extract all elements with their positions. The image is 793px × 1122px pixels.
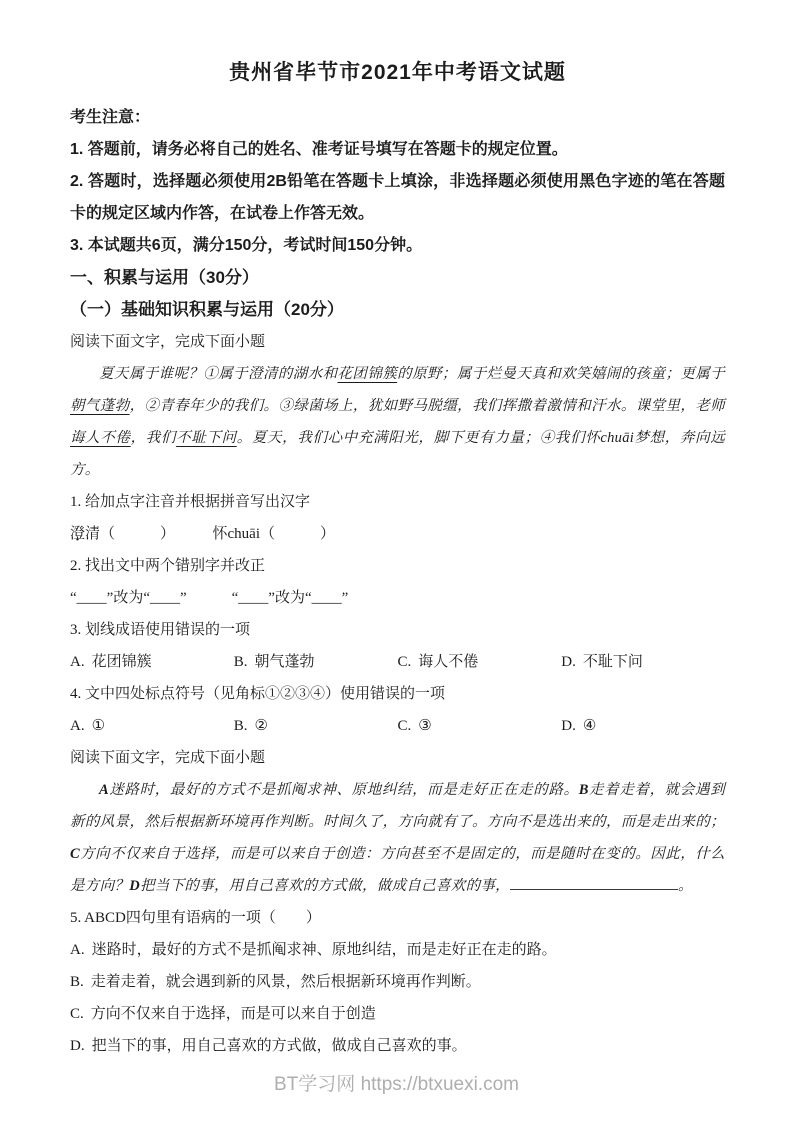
option-text: 把当下的事，用自己喜欢的方式做，做成自己喜欢的事。: [91, 1038, 467, 1054]
q1-stem: 1. 给加点字注音并根据拼音写出汉字: [70, 494, 311, 510]
footer-link[interactable]: BT学习网 https://btxuexi.com: [274, 1074, 519, 1095]
q5-option-b: [70, 966, 725, 998]
q5-option-c: [70, 998, 725, 1030]
q4-options: [70, 710, 725, 742]
option-text: 迷路时，最好的方式不是抓阄求神、原地纠结，而是走好正在走的路。: [91, 942, 557, 958]
option-text: ①: [91, 718, 106, 734]
option-label: C.: [70, 1006, 84, 1022]
option-text: ④: [582, 718, 597, 734]
notice-item-2: 2. 答题时，选择题必须使用2B铅笔在答题卡上填涂，非选择题必须使用黑色字迹的笔在答题卡的规定区域内作答，在试卷上作答无效。: [70, 173, 725, 222]
page-title: 贵州省毕节市2021年中考语文试题: [229, 61, 566, 84]
reading2-intro: 阅读下面文字，完成下面小题: [70, 750, 266, 766]
q4-option-a: [70, 710, 234, 742]
option-text: 方向不仅来自于选择，而是可以来自于创造: [90, 1006, 376, 1022]
option-text: 诲人不倦: [418, 654, 479, 670]
q1-answer-line: 澄 ·清（ ） 怀chuāi（ ）: [70, 518, 725, 550]
option-label: C.: [397, 654, 412, 670]
option-text: 朝气蓬勃: [254, 654, 315, 670]
q3-option-c: [398, 646, 562, 678]
notice-header: 考生注意：: [70, 109, 151, 126]
q3-option-b: [234, 646, 398, 678]
q4-stem: 4. 文中四处标点符号（见角标①②③④）使用错误的一项: [70, 686, 446, 702]
option-label: B.: [233, 718, 248, 734]
section-title: 一、积累与运用（30分）: [70, 268, 259, 287]
q4-option-d: [561, 710, 725, 742]
q4-option-c: [398, 710, 562, 742]
option-text: ③: [418, 718, 432, 734]
option-text: ②: [254, 718, 268, 734]
option-label: A.: [70, 654, 85, 670]
option-text: 走着走着，就会遇到新的风景，然后根据新环境再作判断。: [90, 974, 481, 990]
footer-watermark: [0, 1069, 793, 1096]
option-label: D.: [70, 1038, 85, 1054]
option-label: C.: [397, 718, 412, 734]
option-label: A.: [70, 718, 85, 734]
q2-answer-line: “____”改为“____” “____”改为“____”: [70, 590, 349, 606]
reading1-intro: 阅读下面文字，完成下面小题: [70, 334, 266, 350]
q3-option-d: [561, 646, 725, 678]
option-label: D.: [561, 718, 576, 734]
q4-option-b: [234, 710, 398, 742]
option-text: 花团锦簇: [91, 654, 152, 670]
q5-option-a: [70, 934, 725, 966]
q3-option-a: [70, 646, 234, 678]
section-subtitle: （一）基础知识积累与运用（20分）: [70, 300, 344, 319]
reading1-passage: 夏天属于谁呢？①属于澄清的湖水和花团锦簇的原野；属于烂曼天真和欢笑嬉闹的孩童；更属于朝气蓬勃，②青春年少的我们。③绿菌场上，犹如野马脱缰，我们挥撒着激情和汗水。课堂里，老师诲人不倦，我们不耻下问。夏天，我们心中充满阳光，脚下更有力量；④我们怀chuāi梦想，奔向远方。: [70, 366, 726, 478]
reading2-passage: A迷路时，最好的方式不是抓阄求神、原地纠结，而是走好正在走的路。B走着走着，就会遇到新的风景，然后根据新环境再作判断。时间久了，方向就有了。方向不是选出来的，而是走出来的；C方向不仅来自于选择，而是可以来自于创造：方向甚至不是固定的，而是随时在变的。因此，什么是方向？D把当下的事，用自己喜欢的方式做，做成自己喜欢的事， 。: [70, 782, 725, 894]
option-text: 不耻下问: [582, 654, 643, 670]
q5-option-d: [70, 1030, 725, 1062]
q2-stem: 2. 找出文中两个错别字并改正: [70, 558, 266, 574]
notice-item-3: 3. 本试题共6页，满分150分，考试时间150分钟。: [70, 237, 423, 254]
option-label: A.: [70, 942, 85, 958]
q3-stem: 3. 划线成语使用错误的一项: [70, 622, 251, 638]
option-label: B.: [70, 974, 84, 990]
q3-options: [70, 646, 725, 678]
option-label: D.: [561, 654, 576, 670]
notice-item-1: 1. 答题前，请务必将自己的姓名、准考证号填写在答题卡的规定位置。: [70, 141, 568, 158]
q5-stem: 5. ABCD四句里有语病的一项（ ）: [70, 910, 321, 926]
option-label: B.: [233, 654, 248, 670]
